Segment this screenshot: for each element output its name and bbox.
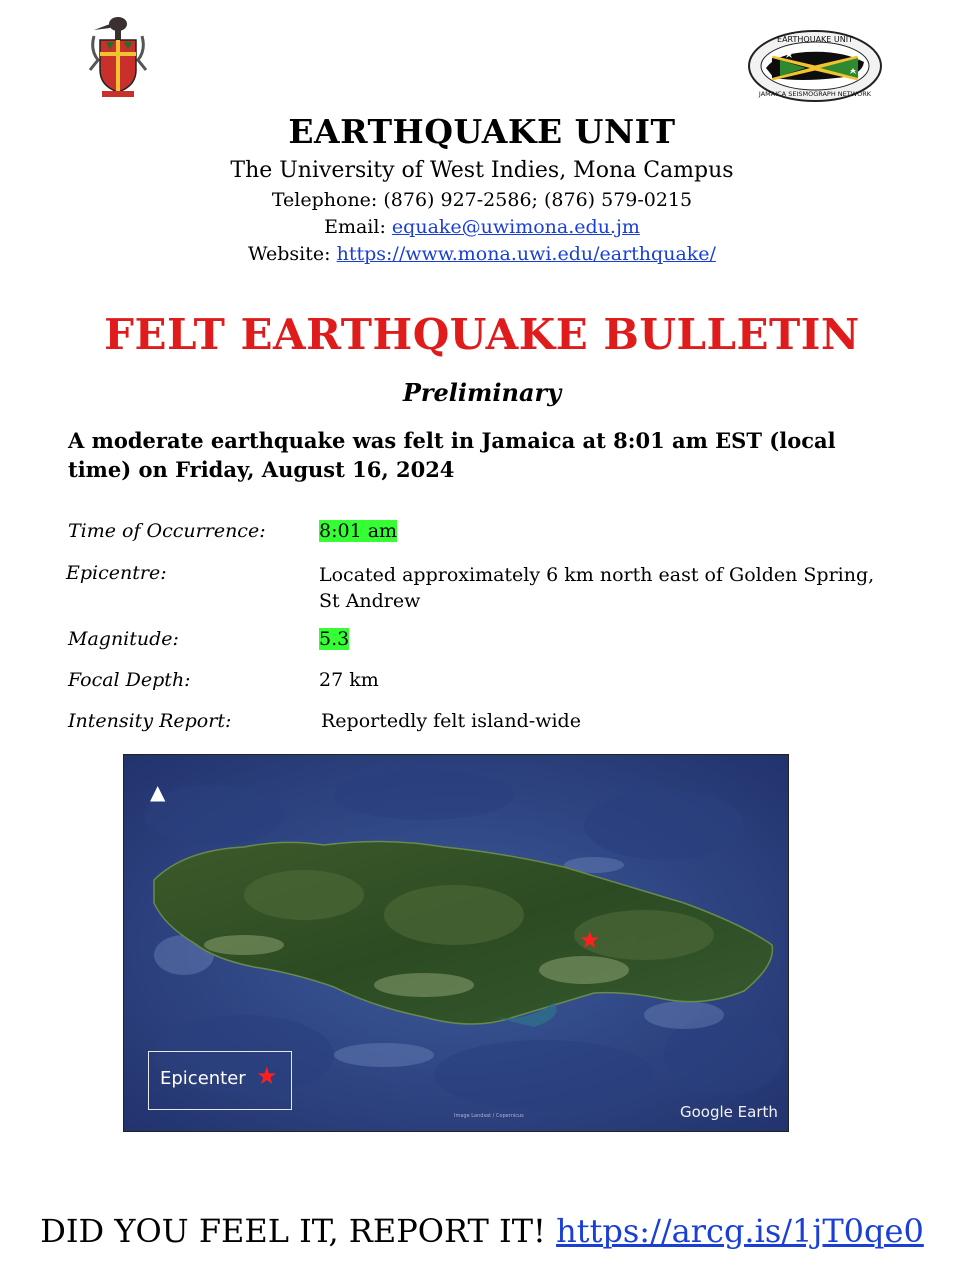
report-link[interactable]: https://arcg.is/1jT0qe0 [556,1212,924,1250]
intensity-value: Reportedly felt island-wide [321,710,581,732]
seal-text-bottom: JAMAICA SEISMOGRAPH NETWORK [758,90,872,98]
epicentre-value: Located approximately 6 km north east of Golden Spring, St Andrew [319,564,875,612]
bulletin-title: FELT EARTHQUAKE BULLETIN [104,310,860,359]
report-prompt: DID YOU FEEL IT, REPORT IT! [40,1212,546,1250]
report-line [0,1212,964,1250]
jamaica-seismograph-network-seal [746,28,884,104]
legend-label: Epicenter [160,1068,246,1089]
focal-depth-value: 27 km [319,669,379,691]
website-label: Website: [248,243,331,265]
magnitude-label: Magnitude: [68,628,179,650]
legend-star-icon: ★ [256,1062,278,1090]
website-link[interactable]: https://www.mona.uwi.edu/earthquake/ [336,243,716,265]
unit-title: EARTHQUAKE UNIT [288,112,676,151]
uwi-crest-logo [80,10,156,106]
telephone-line: Telephone: (876) 927-2586; (876) 579-0215 [271,189,693,211]
time-value-highlight: 8:01 am [319,520,398,542]
svg-text:Image Landsat / Copernicus: Image Landsat / Copernicus [454,1113,524,1119]
email-link[interactable]: equake@uwimona.edu.jm [391,216,640,238]
intensity-label: Intensity Report: [68,710,232,732]
seal-text-top: EARTHQUAKE UNIT [777,35,853,44]
university-name: The University of West Indies, Mona Campus [230,158,734,183]
email-label: Email: [324,216,386,238]
magnitude-value-highlight: 5.3 [319,628,350,650]
bulletin-intro: A moderate earthquake was felt in Jamaica at 8:01 am EST (local time) on Friday, August 16, 2024 [68,428,836,482]
magnitude-value [319,628,349,650]
website-line [0,243,964,265]
bulletin-status: Preliminary [402,378,562,407]
email-line [0,216,964,238]
time-value [319,520,397,542]
north-arrow-icon: ▲ [150,780,166,804]
time-label: Time of Occurrence: [68,520,266,542]
epicentre-label: Epicentre: [66,562,167,584]
focal-depth-label: Focal Depth: [68,669,191,691]
epicenter-marker-icon: ★ [579,926,601,954]
google-earth-attribution: Google Earth [680,1103,778,1121]
